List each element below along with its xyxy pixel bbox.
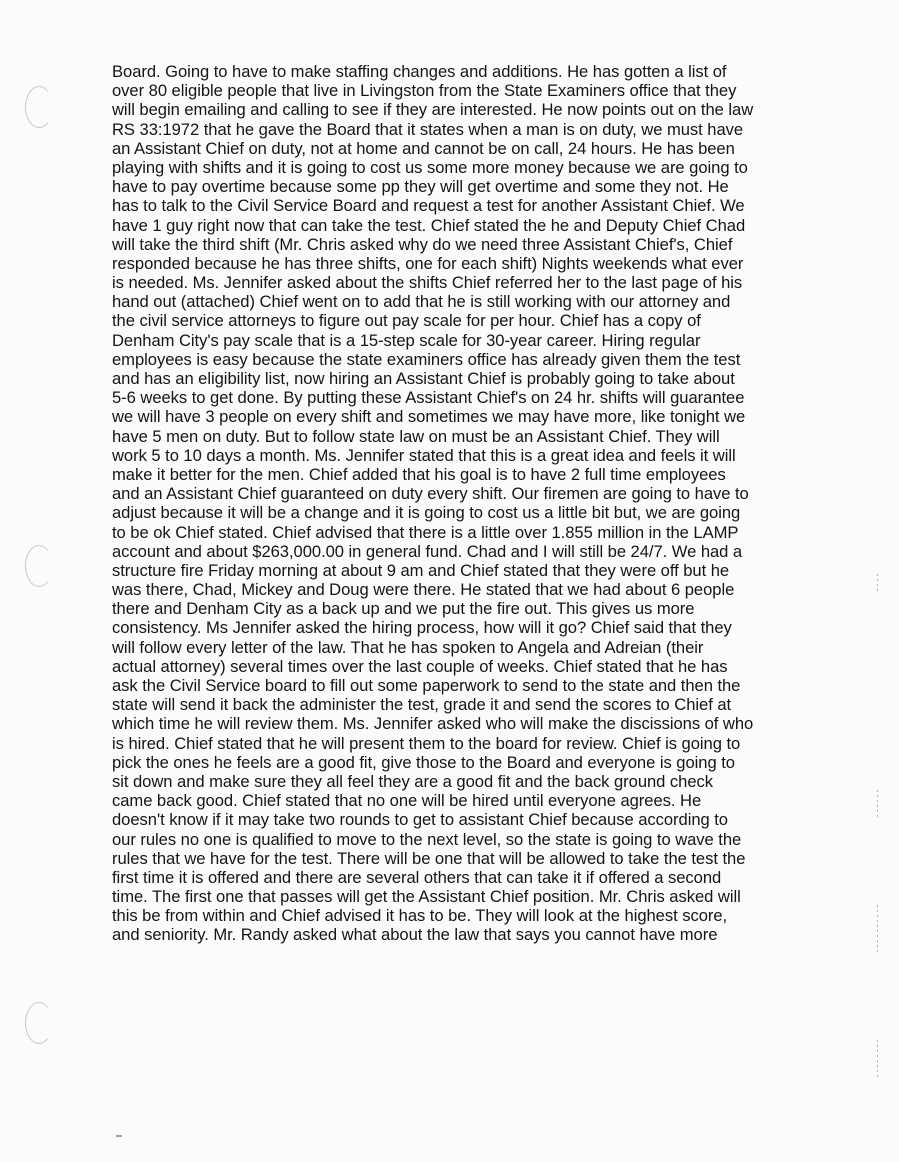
text-line: there and Denham City as a back up and we put the fire out. This gives us more [112, 599, 695, 619]
text-line: have 1 guy right now that can take the test. Chief stated the he and Deputy Chief Chad [112, 215, 746, 235]
text-line: playing with shifts and it is going to cost us some more money because we are going to [112, 157, 748, 177]
text-line: will take the third shift (Mr. Chris asked why do we need three Assistant Chief's, Chief [112, 234, 733, 254]
text-line: is hired. Chief stated that he will present them to the board for review. Chief is going to [112, 733, 741, 753]
text-line: and an Assistant Chief guaranteed on duty every shift. Our firemen are going to have to [112, 484, 749, 504]
text-line: consistency. Ms Jennifer asked the hiring process, how will it go? Chief said that they [112, 618, 732, 638]
punch-hole-top [25, 86, 53, 128]
text-line: account and about $263,000.00 in general fund. Chad and I will still be 24/7. We had a [112, 541, 743, 561]
text-line: 5-6 weeks to get done. By putting these Assistant Chief's on 24 hr. shifts will guarantee [112, 388, 745, 408]
text-line: have 5 men on duty. But to follow state law on must be an Assistant Chief. They will [112, 426, 720, 446]
text-line: is needed. Ms. Jennifer asked about the shifts Chief referred her to the last page of his [112, 273, 743, 293]
text-line: an Assistant Chief on duty, not at home and cannot be on call, 24 hours. He has been [112, 138, 735, 158]
text-line: Denham City's pay scale that is a 15-step scale for 30-year career. Hiring regular [112, 330, 701, 350]
text-line: state will send it back the administer the test, grade it and send the scores to Chief at [112, 695, 732, 715]
text-line: and has an eligibility list, now hiring an Assistant Chief is probably going to take about [112, 369, 735, 388]
scan-edge-mark [877, 905, 878, 955]
text-line: work 5 to 10 days a month. Ms. Jennifer stated that this is a great idea and feels it will [112, 445, 736, 465]
text-line: adjust because it will be a change and it is going to cost us a little bit but, we are going [112, 503, 741, 523]
text-line: time. The first one that passes will get the Assistant Chief position. Mr. Chris asked will [112, 887, 741, 907]
minutes-body-text [112, 62, 802, 945]
text-line: the civil service attorneys to figure out pay scale for per hour. Chief has a copy of [112, 311, 701, 331]
text-line: was there, Chad, Mickey and Doug were there. He stated that we had about 6 people [112, 580, 735, 600]
punch-hole-middle [25, 545, 53, 587]
text-line: will begin emailing and calling to see if they are interested. He now points out on the law [112, 100, 754, 120]
text-line: RS 33:1972 that he gave the Board that it states when a man is on duty, we must have [112, 119, 744, 139]
text-line: this be from within and Chief advised it has to be. They will look at the highest score, [112, 906, 728, 926]
text-line: actual attorney) several times over the last couple of weeks. Chief stated that he has [112, 656, 728, 676]
text-line: over 80 eligible people that live in Livingston from the State Examiners office that they [112, 81, 737, 101]
text-line: structure fire Friday morning at about 9 am and Chief stated that they were off but he [112, 560, 730, 580]
text-line: Board. Going to have to make staffing changes and additions. He has gotten a list of [112, 62, 727, 81]
text-line: responded because he has three shifts, one for each shift) Nights weekends what ever [112, 253, 744, 273]
text-line: to be ok Chief stated. Chief advised that there is a little over 1.855 million in the LAMP [112, 522, 739, 542]
text-line: hand out (attached) Chief went on to add that he is still working with our attorney and [112, 292, 731, 312]
text-line: has to talk to the Civil Service Board and request a test for another Assistant Chief. We [112, 196, 745, 216]
text-line: sit down and make sure they all feel they are a good fit and the back ground check [112, 771, 714, 791]
scan-speck [116, 1135, 122, 1137]
punch-hole-bottom [25, 1002, 53, 1044]
scan-edge-mark [877, 574, 878, 594]
text-line: and seniority. Mr. Randy asked what about the law that says you cannot have more [112, 925, 718, 945]
text-line: which time he will review them. Ms. Jennifer asked who will make the discissions of who [112, 714, 754, 734]
scan-edge-mark [877, 1040, 878, 1080]
text-line: doesn't know if it may take two rounds to get to assistant Chief because according to [112, 810, 728, 830]
scan-edge-mark [877, 790, 878, 820]
text-line: employees is easy because the state examiners office has already given them the test [112, 349, 741, 369]
text-line: ask the Civil Service board to fill out some paperwork to send to the state and then the [112, 676, 741, 695]
text-line: came back good. Chief stated that no one will be hired until everyone agrees. He [112, 791, 702, 811]
text-line: our rules no one is qualified to move to the next level, so the state is going to wave the [112, 829, 742, 849]
text-line: pick the ones he feels are a good fit, give those to the Board and everyone is going to [112, 752, 735, 772]
text-line: make it better for the men. Chief added that his goal is to have 2 full time employees [112, 464, 726, 484]
text-line: rules that we have for the test. There will be one that will be allowed to take the test the [112, 848, 746, 868]
text-line: first time it is offered and there are several others that can take it if offered a second [112, 867, 722, 887]
text-line: we will have 3 people on every shift and sometimes we may have more, like tonight we [112, 407, 746, 427]
text-line: will follow every letter of the law. That he has spoken to Angela and Adreian (their [112, 637, 704, 657]
text-line: have to pay overtime because some pp they will get overtime and some they not. He [112, 177, 729, 197]
